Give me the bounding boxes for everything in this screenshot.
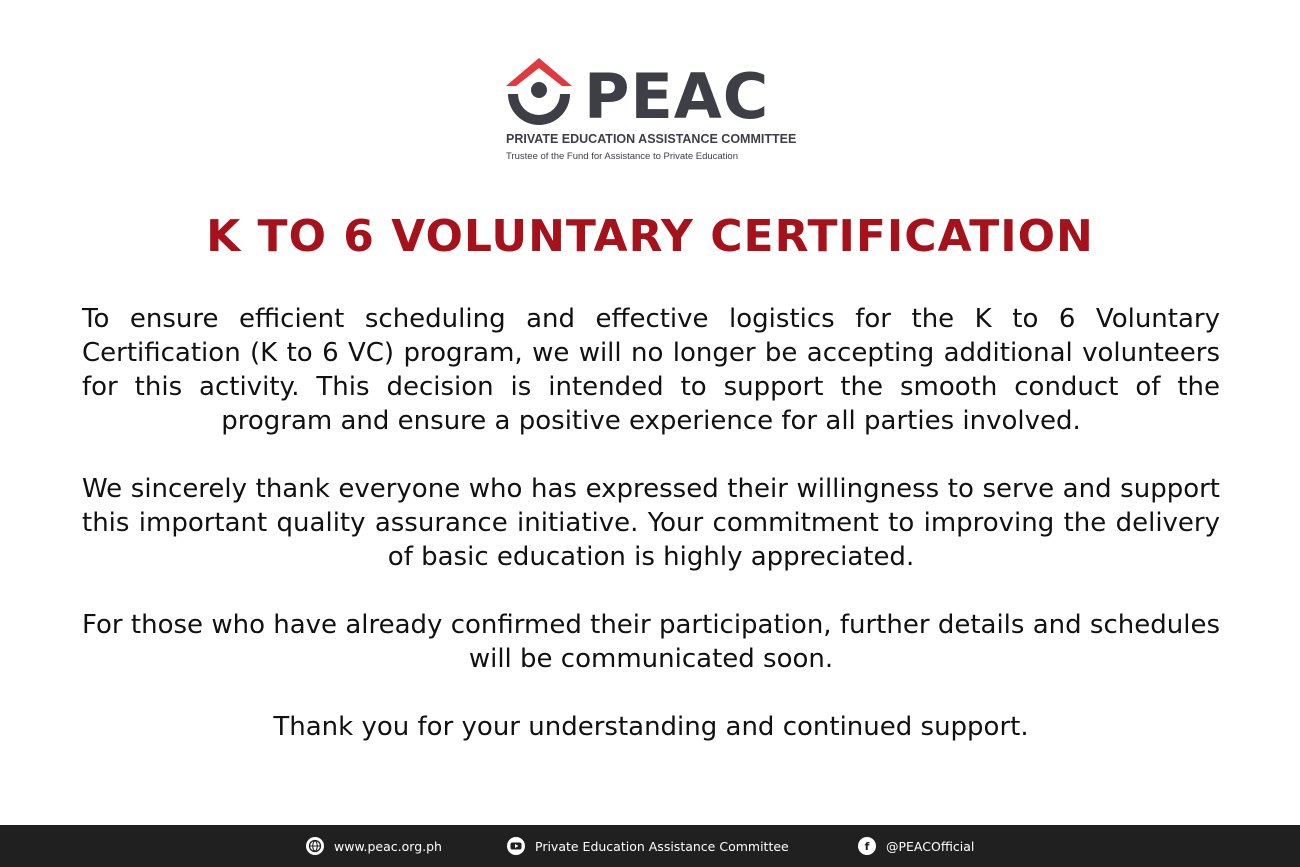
- footer-bar: [0, 825, 1300, 867]
- footer-youtube-label: Private Education Assistance Committee: [535, 838, 789, 854]
- paragraph-closing: Thank you for your understanding and continued support.: [273, 712, 1029, 742]
- footer-facebook[interactable]: [858, 835, 974, 857]
- footer-youtube[interactable]: [507, 835, 789, 857]
- paragraph-thanks: We sincerely thank everyone who has expressed their willingness to serve and support this important quality assurance initiative. Your commitment to improving the delivery of basic education is highly appreciated.: [82, 474, 1220, 572]
- globe-icon: [306, 837, 324, 855]
- page-title: K TO 6 VOLUNTARY CERTIFICATION: [206, 211, 1094, 262]
- logo-wordmark: PEAC: [584, 60, 770, 133]
- footer-facebook-label: @PEACOfficial: [886, 838, 975, 854]
- logo-tagline: Trustee of the Fund for Assistance to Private Education: [506, 151, 738, 162]
- footer-website-label: www.peac.org.ph: [334, 838, 442, 854]
- paragraph-notice: To ensure efficient scheduling and effective logistics for the K to 6 Voluntary Certification (K to 6 VC) program, we will no longer be accepting additional volunteers for this activity. This decision is intended to support the smooth conduct of the program and ensure a positive experience for all parties involved.: [82, 304, 1220, 436]
- footer-website[interactable]: [306, 835, 442, 857]
- peac-emblem-icon: [504, 56, 574, 126]
- logo-subtitle: PRIVATE EDUCATION ASSISTANCE COMMITTEE: [506, 132, 797, 146]
- peac-logo: [504, 56, 804, 168]
- paragraph-confirmed: For those who have already confirmed their participation, further details and schedules will be communicated soon.: [82, 610, 1220, 674]
- announcement-body: [82, 302, 1220, 778]
- youtube-icon: [507, 837, 525, 855]
- facebook-icon: f: [858, 837, 876, 855]
